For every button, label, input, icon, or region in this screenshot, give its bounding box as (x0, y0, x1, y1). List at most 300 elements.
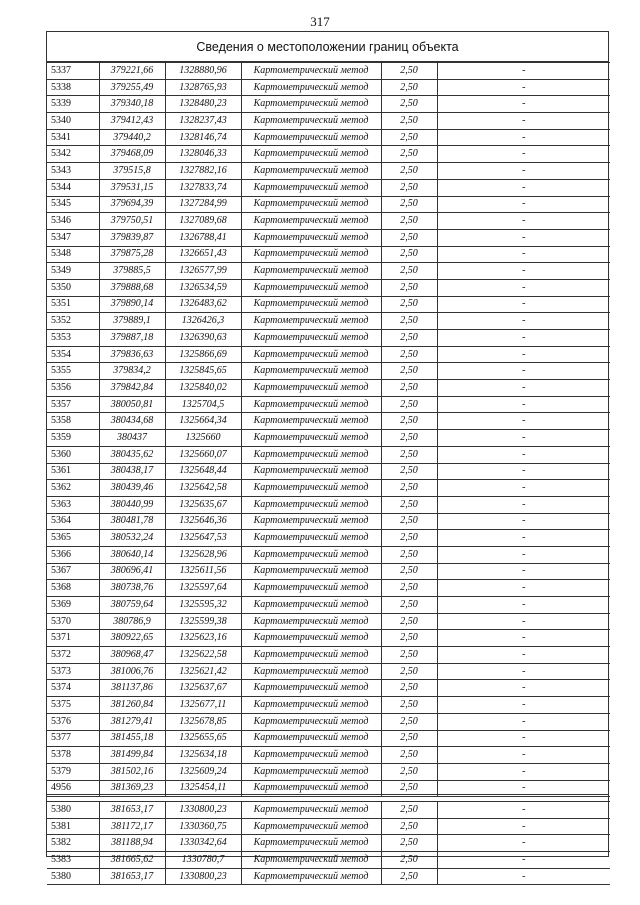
method-cell: Картометрический метод (241, 146, 381, 163)
accuracy-cell: 2,50 (381, 835, 437, 852)
method-cell: Картометрический метод (241, 697, 381, 714)
point-number-cell: 5369 (47, 597, 99, 614)
coord-x-cell: 379842,84 (99, 380, 165, 397)
accuracy-cell: 2,50 (381, 146, 437, 163)
point-number-cell: 5346 (47, 213, 99, 230)
note-cell: - (437, 835, 610, 852)
note-cell: - (437, 413, 610, 430)
point-number-cell: 5349 (47, 263, 99, 280)
note-cell: - (437, 630, 610, 647)
note-cell: - (437, 613, 610, 630)
coord-y-cell: 1330800,23 (165, 868, 241, 885)
coord-y-cell: 1328046,33 (165, 146, 241, 163)
table-row (47, 852, 610, 869)
coord-y-cell: 1325634,18 (165, 747, 241, 764)
table-row (47, 446, 610, 463)
note-cell: - (437, 229, 610, 246)
note-cell: - (437, 713, 610, 730)
accuracy-cell: 2,50 (381, 802, 437, 819)
table-row (47, 730, 610, 747)
method-cell: Картометрический метод (241, 79, 381, 96)
accuracy-cell: 2,50 (381, 613, 437, 630)
note-cell: - (437, 263, 610, 280)
point-number-cell: 5344 (47, 179, 99, 196)
coord-y-cell: 1325664,34 (165, 413, 241, 430)
method-cell: Картометрический метод (241, 263, 381, 280)
coord-y-cell: 1325655,65 (165, 730, 241, 747)
table-row (47, 396, 610, 413)
table-row (47, 229, 610, 246)
coord-y-cell: 1326426,3 (165, 313, 241, 330)
coord-y-cell: 1325660 (165, 430, 241, 447)
accuracy-cell: 2,50 (381, 163, 437, 180)
table-row (47, 296, 610, 313)
coord-x-cell: 380759,64 (99, 597, 165, 614)
table-row (47, 480, 610, 497)
page-number: 317 (310, 14, 330, 29)
coord-y-cell: 1325637,67 (165, 680, 241, 697)
point-number-cell: 5345 (47, 196, 99, 213)
coord-x-cell: 379694,39 (99, 196, 165, 213)
point-number-cell: 5342 (47, 146, 99, 163)
coord-x-cell: 381502,16 (99, 763, 165, 780)
table-row (47, 747, 610, 764)
table-row (47, 496, 610, 513)
note-cell: - (437, 480, 610, 497)
accuracy-cell: 2,50 (381, 663, 437, 680)
accuracy-cell: 2,50 (381, 747, 437, 764)
coord-y-cell: 1327882,16 (165, 163, 241, 180)
coord-x-cell: 379885,5 (99, 263, 165, 280)
accuracy-cell: 2,50 (381, 852, 437, 869)
table-row (47, 868, 610, 885)
table-row (47, 613, 610, 630)
coord-y-cell: 1326534,59 (165, 279, 241, 296)
table-row (47, 713, 610, 730)
method-cell: Картометрический метод (241, 413, 381, 430)
point-number-cell: 5355 (47, 363, 99, 380)
accuracy-cell: 2,50 (381, 229, 437, 246)
accuracy-cell: 2,50 (381, 279, 437, 296)
note-cell: - (437, 647, 610, 664)
note-cell: - (437, 380, 610, 397)
note-cell: - (437, 213, 610, 230)
note-cell: - (437, 513, 610, 530)
accuracy-cell: 2,50 (381, 480, 437, 497)
note-cell: - (437, 363, 610, 380)
coord-x-cell: 381665,62 (99, 852, 165, 869)
table-row (47, 96, 610, 113)
point-number-cell: 5360 (47, 446, 99, 463)
point-number-cell: 5367 (47, 563, 99, 580)
coord-y-cell: 1328765,93 (165, 79, 241, 96)
coord-x-cell: 380439,46 (99, 480, 165, 497)
method-cell: Картометрический метод (241, 96, 381, 113)
accuracy-cell: 2,50 (381, 63, 437, 80)
coord-y-cell: 1325866,69 (165, 346, 241, 363)
point-number-cell: 5359 (47, 430, 99, 447)
table-row (47, 530, 610, 547)
point-number-cell: 5338 (47, 79, 99, 96)
point-number-cell: 5372 (47, 647, 99, 664)
method-cell: Картометрический метод (241, 563, 381, 580)
coord-x-cell: 379839,87 (99, 229, 165, 246)
accuracy-cell: 2,50 (381, 346, 437, 363)
note-cell: - (437, 680, 610, 697)
note-cell: - (437, 580, 610, 597)
method-cell: Картометрический метод (241, 818, 381, 835)
note-cell: - (437, 763, 610, 780)
coord-y-cell: 1325646,36 (165, 513, 241, 530)
coord-x-cell: 381653,17 (99, 868, 165, 885)
accuracy-cell: 2,50 (381, 597, 437, 614)
method-cell: Картометрический метод (241, 313, 381, 330)
point-number-cell: 5337 (47, 63, 99, 80)
table-frame (46, 31, 609, 882)
point-number-cell: 5348 (47, 246, 99, 263)
point-number-cell: 5356 (47, 380, 99, 397)
coord-x-cell: 379468,09 (99, 146, 165, 163)
table-title: Сведения о местоположении границ объекта (47, 32, 608, 62)
coord-y-cell: 1325840,02 (165, 380, 241, 397)
point-number-cell: 5352 (47, 313, 99, 330)
coord-y-cell: 1325597,64 (165, 580, 241, 597)
coord-y-cell: 1325454,11 (165, 780, 241, 797)
method-cell: Картометрический метод (241, 396, 381, 413)
coord-y-cell: 1325635,67 (165, 496, 241, 513)
method-cell: Картометрический метод (241, 363, 381, 380)
note-cell: - (437, 196, 610, 213)
note-cell: - (437, 802, 610, 819)
accuracy-cell: 2,50 (381, 413, 437, 430)
coord-y-cell: 1325595,32 (165, 597, 241, 614)
note-cell: - (437, 79, 610, 96)
coord-y-cell: 1330342,64 (165, 835, 241, 852)
accuracy-cell: 2,50 (381, 396, 437, 413)
coord-y-cell: 1325609,24 (165, 763, 241, 780)
accuracy-cell: 2,50 (381, 313, 437, 330)
accuracy-cell: 2,50 (381, 446, 437, 463)
coord-y-cell: 1327089,68 (165, 213, 241, 230)
accuracy-cell: 2,50 (381, 647, 437, 664)
coord-y-cell: 1325628,96 (165, 546, 241, 563)
coord-x-cell: 379890,14 (99, 296, 165, 313)
coord-y-cell: 1326483,62 (165, 296, 241, 313)
note-cell: - (437, 496, 610, 513)
point-number-cell: 5354 (47, 346, 99, 363)
coord-x-cell: 380696,41 (99, 563, 165, 580)
point-number-cell: 5340 (47, 113, 99, 130)
accuracy-cell: 2,50 (381, 463, 437, 480)
accuracy-cell: 2,50 (381, 563, 437, 580)
table-row (47, 413, 610, 430)
note-cell: - (437, 563, 610, 580)
method-cell: Картометрический метод (241, 63, 381, 80)
coord-y-cell: 1325622,58 (165, 647, 241, 664)
note-cell: - (437, 430, 610, 447)
coord-x-cell: 380738,76 (99, 580, 165, 597)
coord-x-cell: 380786,9 (99, 613, 165, 630)
note-cell: - (437, 530, 610, 547)
note-cell: - (437, 663, 610, 680)
method-cell: Картометрический метод (241, 463, 381, 480)
table-row (47, 246, 610, 263)
accuracy-cell: 2,50 (381, 380, 437, 397)
accuracy-cell: 2,50 (381, 363, 437, 380)
note-cell: - (437, 780, 610, 797)
accuracy-cell: 2,50 (381, 96, 437, 113)
coord-y-cell: 1326577,99 (165, 263, 241, 280)
method-cell: Картометрический метод (241, 546, 381, 563)
method-cell: Картометрический метод (241, 196, 381, 213)
note-cell: - (437, 697, 610, 714)
note-cell: - (437, 747, 610, 764)
method-cell: Картометрический метод (241, 713, 381, 730)
method-cell: Картометрический метод (241, 213, 381, 230)
table-row (47, 313, 610, 330)
table-row (47, 546, 610, 563)
method-cell: Картометрический метод (241, 163, 381, 180)
coord-x-cell: 380640,14 (99, 546, 165, 563)
coord-y-cell: 1328237,43 (165, 113, 241, 130)
coord-x-cell: 379340,18 (99, 96, 165, 113)
method-cell: Картометрический метод (241, 380, 381, 397)
coord-y-cell: 1325611,56 (165, 563, 241, 580)
coord-x-cell: 380438,17 (99, 463, 165, 480)
table-row (47, 697, 610, 714)
coord-x-cell: 380050,81 (99, 396, 165, 413)
point-number-cell: 5363 (47, 496, 99, 513)
accuracy-cell: 2,50 (381, 196, 437, 213)
note-cell: - (437, 546, 610, 563)
coord-y-cell: 1326651,43 (165, 246, 241, 263)
method-cell: Картометрический метод (241, 763, 381, 780)
accuracy-cell: 2,50 (381, 697, 437, 714)
table-row (47, 513, 610, 530)
accuracy-cell: 2,50 (381, 546, 437, 563)
point-number-cell: 5374 (47, 680, 99, 697)
point-number-cell: 5370 (47, 613, 99, 630)
table-row (47, 196, 610, 213)
accuracy-cell: 2,50 (381, 580, 437, 597)
method-cell: Картометрический метод (241, 835, 381, 852)
table-row (47, 680, 610, 697)
method-cell: Картометрический метод (241, 802, 381, 819)
note-cell: - (437, 730, 610, 747)
accuracy-cell: 2,50 (381, 530, 437, 547)
table-row (47, 463, 610, 480)
coord-x-cell: 381279,41 (99, 713, 165, 730)
coord-x-cell: 379750,51 (99, 213, 165, 230)
point-number-cell: 5382 (47, 835, 99, 852)
point-number-cell: 5351 (47, 296, 99, 313)
coord-x-cell: 380532,24 (99, 530, 165, 547)
table-row (47, 430, 610, 447)
point-number-cell: 5339 (47, 96, 99, 113)
accuracy-cell: 2,50 (381, 430, 437, 447)
method-cell: Картометрический метод (241, 580, 381, 597)
table-row (47, 213, 610, 230)
coord-x-cell: 381653,17 (99, 802, 165, 819)
accuracy-cell: 2,50 (381, 680, 437, 697)
coord-x-cell: 381455,18 (99, 730, 165, 747)
method-cell: Картометрический метод (241, 852, 381, 869)
coord-y-cell: 1330800,23 (165, 802, 241, 819)
accuracy-cell: 2,50 (381, 713, 437, 730)
table-row (47, 563, 610, 580)
coord-x-cell: 379888,68 (99, 279, 165, 296)
note-cell: - (437, 446, 610, 463)
coord-y-cell: 1325623,16 (165, 630, 241, 647)
method-cell: Картометрический метод (241, 630, 381, 647)
point-number-cell: 5343 (47, 163, 99, 180)
coord-x-cell: 379255,49 (99, 79, 165, 96)
point-number-cell: 5375 (47, 697, 99, 714)
coord-x-cell: 380435,62 (99, 446, 165, 463)
point-number-cell: 5364 (47, 513, 99, 530)
table-row (47, 129, 610, 146)
point-number-cell: 5353 (47, 330, 99, 347)
point-number-cell: 5378 (47, 747, 99, 764)
coord-x-cell: 379834,2 (99, 363, 165, 380)
coord-x-cell: 380440,99 (99, 496, 165, 513)
coord-y-cell: 1330780,7 (165, 852, 241, 869)
coord-x-cell: 380922,65 (99, 630, 165, 647)
coord-x-cell: 380434,68 (99, 413, 165, 430)
note-cell: - (437, 96, 610, 113)
accuracy-cell: 2,50 (381, 330, 437, 347)
point-number-cell: 5368 (47, 580, 99, 597)
method-cell: Картометрический метод (241, 868, 381, 885)
point-number-cell: 5365 (47, 530, 99, 547)
coord-x-cell: 379836,63 (99, 346, 165, 363)
note-cell: - (437, 346, 610, 363)
accuracy-cell: 2,50 (381, 818, 437, 835)
table-row (47, 179, 610, 196)
accuracy-cell: 2,50 (381, 496, 437, 513)
point-number-cell: 5377 (47, 730, 99, 747)
point-number-cell: 5371 (47, 630, 99, 647)
accuracy-cell: 2,50 (381, 296, 437, 313)
table-row (47, 818, 610, 835)
table-row (47, 580, 610, 597)
method-cell: Картометрический метод (241, 229, 381, 246)
point-number-cell: 5376 (47, 713, 99, 730)
accuracy-cell: 2,50 (381, 730, 437, 747)
note-cell: - (437, 146, 610, 163)
point-number-cell: 5381 (47, 818, 99, 835)
note-cell: - (437, 246, 610, 263)
coord-y-cell: 1325660,07 (165, 446, 241, 463)
table-row (47, 363, 610, 380)
coord-x-cell: 379889,1 (99, 313, 165, 330)
table-row (47, 63, 610, 80)
note-cell: - (437, 330, 610, 347)
accuracy-cell: 2,50 (381, 780, 437, 797)
coord-y-cell: 1326788,41 (165, 229, 241, 246)
method-cell: Картометрический метод (241, 480, 381, 497)
coord-x-cell: 380437 (99, 430, 165, 447)
coord-y-cell: 1330360,75 (165, 818, 241, 835)
point-number-cell: 5362 (47, 480, 99, 497)
accuracy-cell: 2,50 (381, 246, 437, 263)
note-cell: - (437, 852, 610, 869)
point-number-cell: 5341 (47, 129, 99, 146)
point-number-cell: 5373 (47, 663, 99, 680)
coord-y-cell: 1325642,58 (165, 480, 241, 497)
note-cell: - (437, 279, 610, 296)
method-cell: Картометрический метод (241, 647, 381, 664)
note-cell: - (437, 597, 610, 614)
coord-x-cell: 381006,76 (99, 663, 165, 680)
table-row (47, 146, 610, 163)
point-number-cell: 5350 (47, 279, 99, 296)
coord-y-cell: 1325678,85 (165, 713, 241, 730)
coordinates-table (47, 62, 610, 797)
method-cell: Картометрический метод (241, 530, 381, 547)
coord-x-cell: 381172,17 (99, 818, 165, 835)
method-cell: Картометрический метод (241, 513, 381, 530)
method-cell: Картометрический метод (241, 296, 381, 313)
point-number-cell: 4956 (47, 780, 99, 797)
table-row (47, 630, 610, 647)
coord-x-cell: 379412,43 (99, 113, 165, 130)
accuracy-cell: 2,50 (381, 179, 437, 196)
accuracy-cell: 2,50 (381, 763, 437, 780)
accuracy-cell: 2,50 (381, 513, 437, 530)
coord-x-cell: 381137,86 (99, 680, 165, 697)
point-number-cell: 5380 (47, 802, 99, 819)
table-row (47, 380, 610, 397)
method-cell: Картометрический метод (241, 330, 381, 347)
coord-y-cell: 1328480,23 (165, 96, 241, 113)
method-cell: Картометрический метод (241, 430, 381, 447)
table-row (47, 263, 610, 280)
note-cell: - (437, 296, 610, 313)
coordinates-table-second-contour (47, 801, 610, 885)
table-row (47, 763, 610, 780)
point-number-cell: 5357 (47, 396, 99, 413)
coord-x-cell: 381260,84 (99, 697, 165, 714)
point-number-cell: 5361 (47, 463, 99, 480)
coord-y-cell: 1325621,42 (165, 663, 241, 680)
point-number-cell: 5380 (47, 868, 99, 885)
section-divider (47, 794, 608, 795)
table-row (47, 647, 610, 664)
point-number-cell: 5366 (47, 546, 99, 563)
method-cell: Картометрический метод (241, 780, 381, 797)
method-cell: Картометрический метод (241, 246, 381, 263)
coord-y-cell: 1325677,11 (165, 697, 241, 714)
note-cell: - (437, 129, 610, 146)
table-row (47, 835, 610, 852)
method-cell: Картометрический метод (241, 730, 381, 747)
point-number-cell: 5379 (47, 763, 99, 780)
coord-y-cell: 1326390,63 (165, 330, 241, 347)
coord-x-cell: 380481,78 (99, 513, 165, 530)
coord-y-cell: 1327284,99 (165, 196, 241, 213)
coord-y-cell: 1325647,53 (165, 530, 241, 547)
note-cell: - (437, 113, 610, 130)
table-row (47, 346, 610, 363)
coord-x-cell: 379887,18 (99, 330, 165, 347)
accuracy-cell: 2,50 (381, 213, 437, 230)
coord-x-cell: 379531,15 (99, 179, 165, 196)
accuracy-cell: 2,50 (381, 129, 437, 146)
coord-x-cell: 381369,23 (99, 780, 165, 797)
coord-x-cell: 380968,47 (99, 647, 165, 664)
coord-x-cell: 379515,8 (99, 163, 165, 180)
